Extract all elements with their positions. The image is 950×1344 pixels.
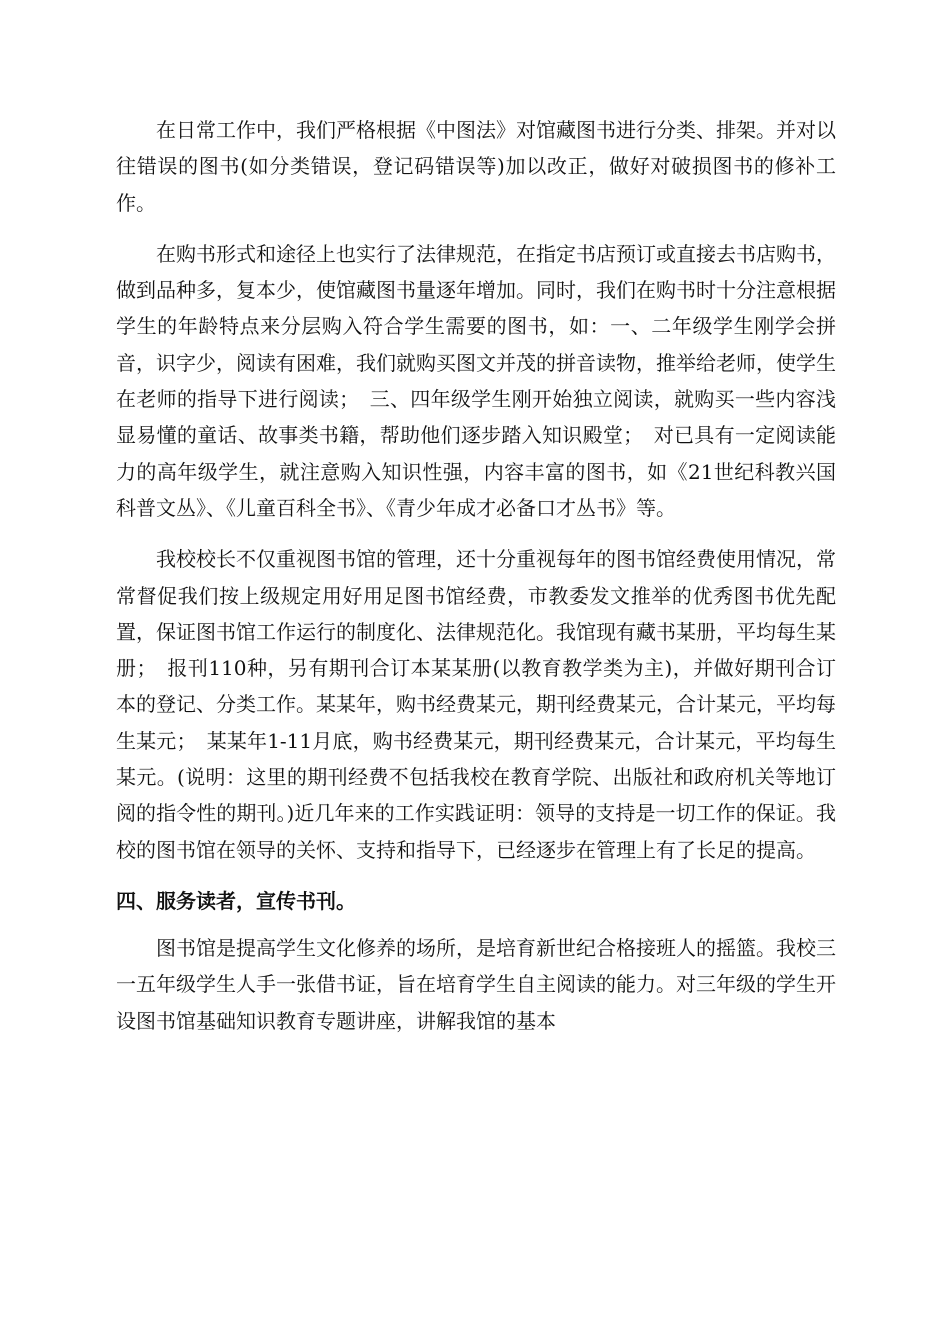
paragraph-reader-service: 图书馆是提高学生文化修养的场所，是培育新世纪合格接班人的摇篮。我校三一五年级学生人手一张借书证，旨在培育学生自主阅读的能力。对三年级的学生开设图书馆基础知识教育专题讲座，讲解我馆的基本 (116, 935, 836, 1033)
section-heading: 四、服务读者，宣传书刊。 (116, 888, 356, 913)
paragraph-classification: 在日常工作中，我们严格根据《中图法》对馆藏图书进行分类、排架。并对以往错误的图书(如分类错误，登记码错误等)加以改正，做好对破损图书的修补工作。 (116, 118, 836, 215)
document-page (116, 112, 836, 1054)
paragraph-purchasing: 在购书形式和途径上也实行了法律规范，在指定书店预订或直接去书店购书，做到品种多，复本少，使馆藏图书量逐年增加。同时，我们在购书时十分注意根据学生的年龄特点来分层购入符合学生需要的图书，如：一、二年级学生刚学会拼音，识字少，阅读有困难，我们就购买图文并茂的拼音读物，推举给老师，使学生在老师的指导下进行阅读； 三、四年级学生刚开始独立阅读，就购买一些内容浅显易懂的童话、故事类书籍，帮助他们逐步踏入知识殿堂； 对已具有一定阅读能力的高年级学生，就注意购入知识性强，内容丰富的图书，如《21世纪科教兴国科普文丛》、《儿童百科全书》、《青少年成才必备口才丛书》等。 (116, 241, 836, 520)
paragraph-funding: 我校校长不仅重视图书馆的管理，还十分重视每年的图书馆经费使用情况，常常督促我们按上级规定用好用足图书馆经费，市教委发文推举的优秀图书优先配置，保证图书馆工作运行的制度化、法律规范化。我馆现有藏书某册，平均每生某册； 报刊110种，另有期刊合订本某某册(以教育教学类为主)，并做好期刊合订本的登记、分类工作。某某年，购书经费某元，期刊经费某元，合计某元，平均每生某元； 某某年1-11月底，购书经费某元，期刊经费某元，合计某元，平均每生某元。(说明：这里的期刊经费不包括我校在教育学院、出版社和政府机关等地订阅的指令性的期刊。)近几年来的工作实践证明：领导的支持是一切工作的保证。我校的图书馆在领导的关怀、支持和指导下，已经逐步在管理上有了长足的提高。 (116, 547, 836, 862)
